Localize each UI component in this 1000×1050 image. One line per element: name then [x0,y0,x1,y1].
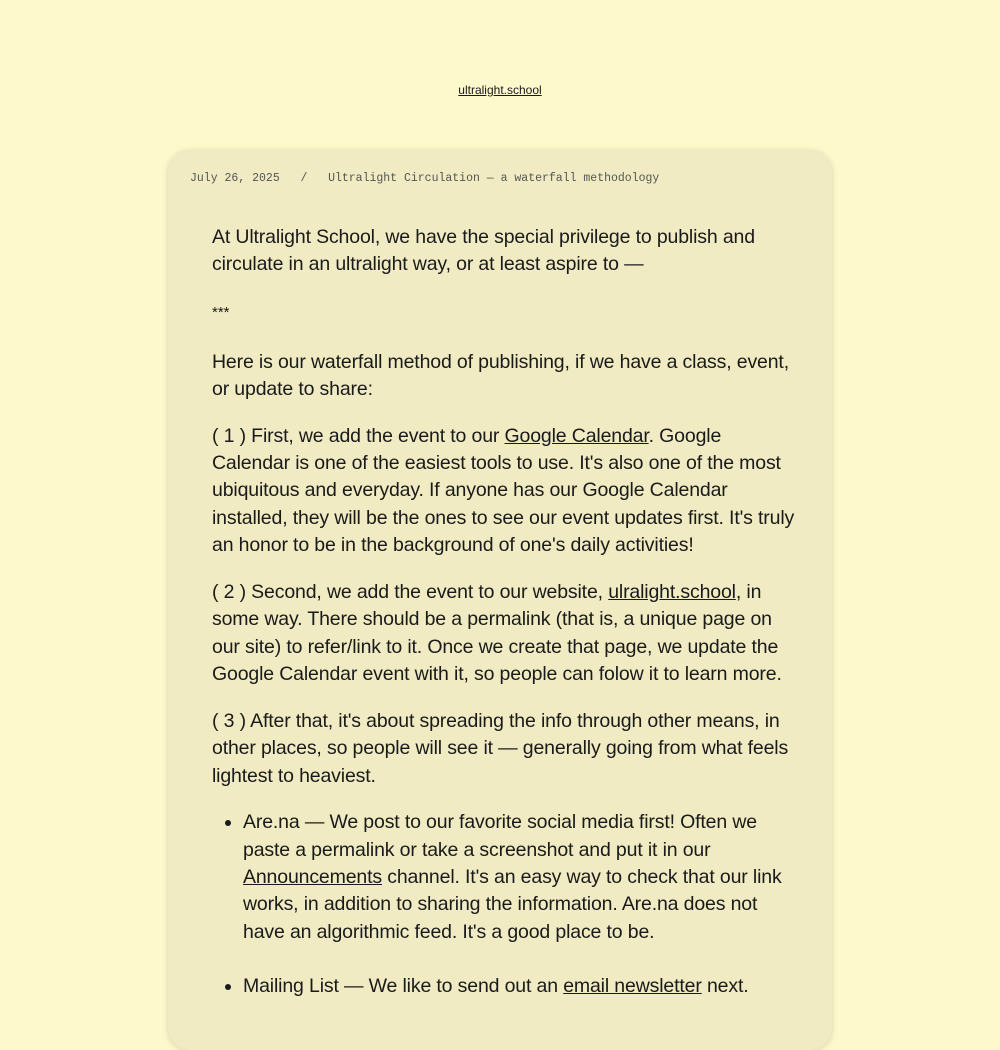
list-item: • Are.na — We post to our favorite social media first! Often we paste a permalink or take a screenshot and put it in our Announcements channel. It's an easy way to check that our link works, in addition to sharing the information. Are.na does not have an algorithmic feed. It's a good place to be. [243,809,802,945]
google-calendar-link[interactable]: Google Calendar [504,424,649,447]
intro-paragraph: At Ultralight School, we have the special privilege to publish and circulate in an ultralight way, or at least aspire to — [212,226,755,276]
post-meta [190,171,659,187]
site-header [0,83,1000,97]
lead-paragraph: Here is our waterfall method of publishing, if we have a class, event, or update to share: [212,350,789,400]
step-1-paragraph: ( 1 ) First, we add the event to our Google Calendar. Google Calendar is one of the easiest tools to use. It's also one of the most ubiquitous and everyday. If anyone has our Google Calendar installed, they will be the ones to see our event updates first. It's truly an honor to be in the background of one's daily activities! [212,424,795,557]
website-link[interactable]: ulralight.school [608,581,736,604]
list-item: • Mailing List — We like to send out an email newsletter next. [243,973,802,1000]
step-2-paragraph: ( 2 ) Second, we add the event to our website, ulralight.school, in some way. There should be a permalink (that is, a unique page on our site) to refer/link to it. Once we create that page, we update the Google Calendar event with it, so people can folow it to learn more. [212,581,782,685]
post-title: Ultralight Circulation — a waterfall methodology [328,172,660,185]
step-3-paragraph: ( 3 ) After that, it's about spreading the info through other means, in other places, so people will see it — generally going from what feels lightest to heaviest. [212,709,789,787]
channel-list [212,809,802,1000]
email-newsletter-link[interactable]: email newsletter [563,974,702,997]
section-divider: *** [212,304,230,322]
post-card [168,150,832,1050]
site-home-link[interactable]: ultralight.school [458,83,542,97]
post-date: July 26, 2025 [190,172,280,185]
post-body [212,224,802,1027]
announcements-link[interactable]: Announcements [243,866,382,889]
meta-separator: / [300,172,308,185]
